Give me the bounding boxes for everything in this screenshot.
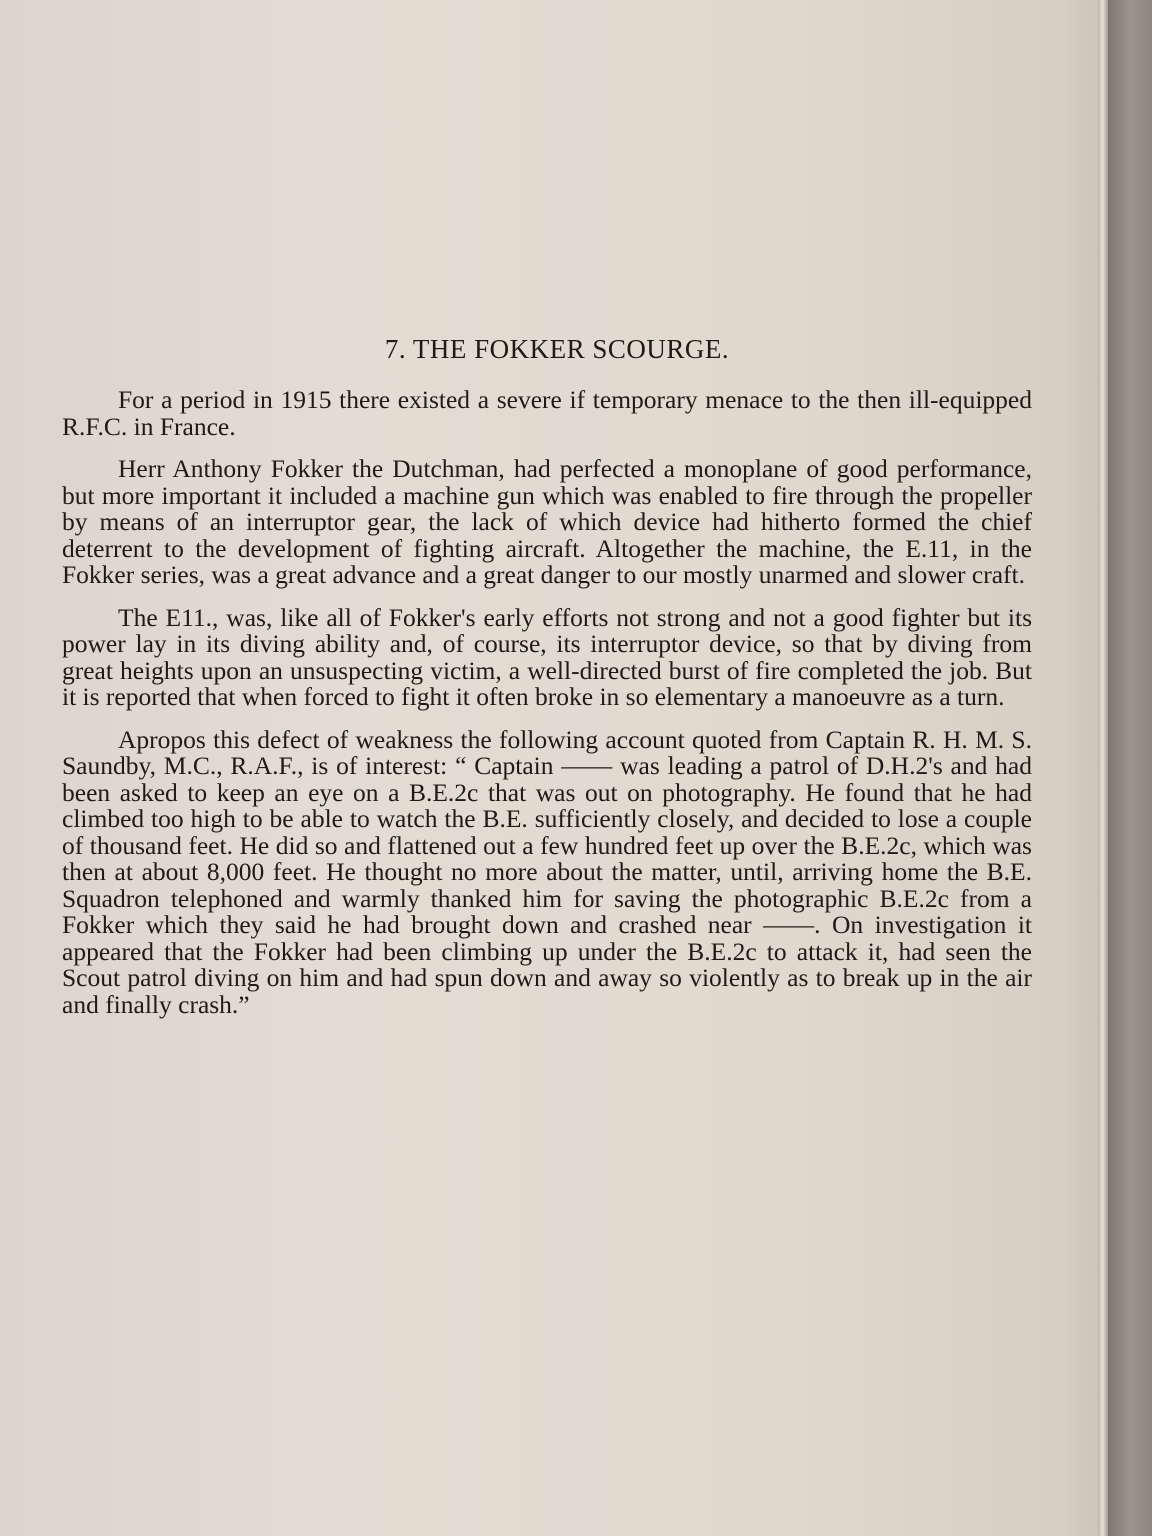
paragraph-3: The E11., was, like all of Fokker's early efforts not strong and not a good fighter but its power lay in its diving ability and, of course, its interruptor device, so that by diving from great heights upon an unsuspecting victim, a well-directed burst of fire completed the job. But it is reported that when forced to fight it often broke in so elementary a manoeuvre as a turn. (62, 602, 1032, 711)
page-edge (1098, 0, 1108, 1536)
chapter-title: 7. THE FOKKER SCOURGE. (384, 334, 730, 364)
paragraph-4: Apropos this defect of weakness the following account quoted from Captain R. H. M. S. Saundby, M.C., R.A.F., is of interest: “ Captain —— was leading a patrol of D.H.2's and had been asked to keep an eye on a B.E.2c that was out on photography. He found that he had climbed too high to be able to watch the B.E. sufficiently closely, and decided to lose a couple of thousand feet. He did so and flattened out a few hundred feet up over the B.E.2c, which was then at about 8,000 feet. He thought no more about the matter, until, arriving home the B.E. Squadron telephoned and warmly thanked him for saving the photographic B.E.2c from a Fokker which they said he had brought down and crashed near ——. On investigation it appeared that the Fokker had been climbing up under the B.E.2c to attack it, had seen the Scout patrol diving on him and had spun down and away so violently as to break up in the air and finally crash.” (62, 724, 1032, 1019)
paragraph-2: Herr Anthony Fokker the Dutchman, had perfected a monoplane of good performance, but more important it included a machine gun which was enabled to fire through the propeller by means of an interruptor gear, the lack of which device had hitherto formed the chief deterrent to the development of fighting aircraft. Altogether the machine, the E.11, in the Fokker series, was a great advance and a great danger to our mostly unarmed and slower craft. (62, 454, 1032, 589)
adjacent-pages (1108, 0, 1152, 1536)
paragraph-1: For a period in 1915 there existed a severe if temporary menace to the then ill-equipped R.F.C. in France. (62, 385, 1032, 441)
page-content (62, 334, 1032, 1034)
